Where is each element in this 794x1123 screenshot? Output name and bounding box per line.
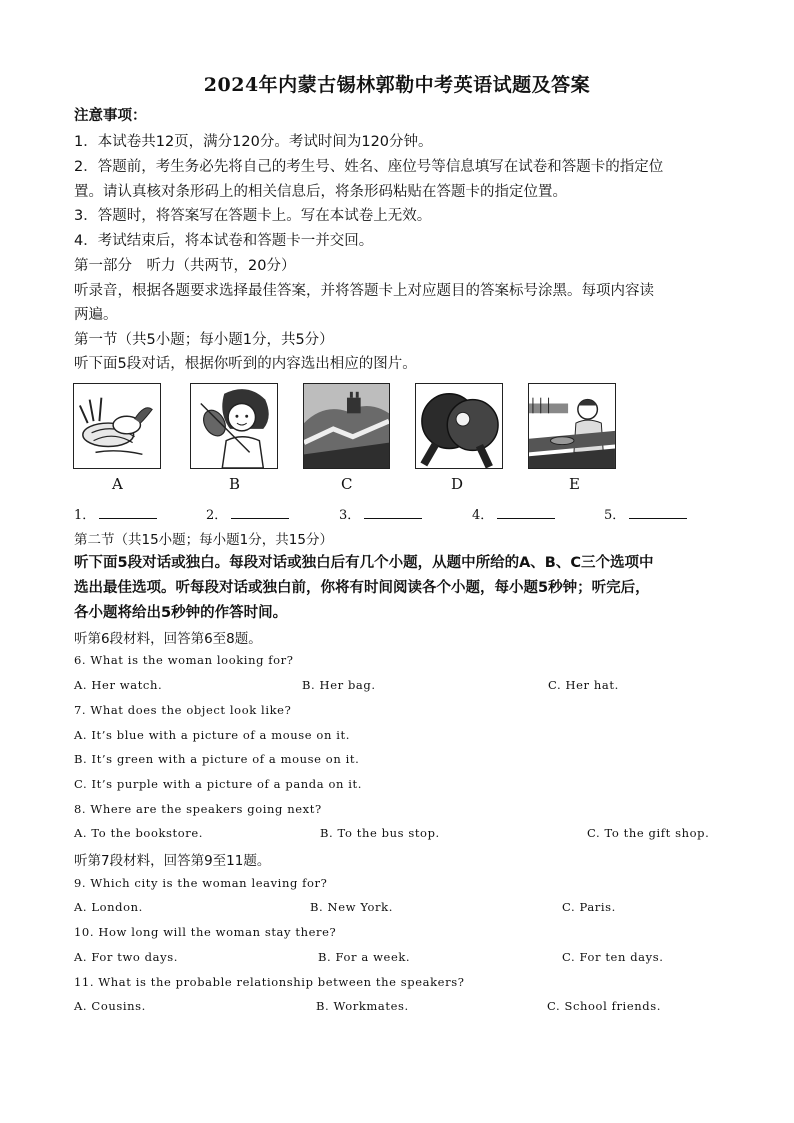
part1-heading: 第一部分 听力（共两节，20分） <box>74 258 296 274</box>
question-6-option-c[interactable]: C. Her hat. <box>548 678 619 692</box>
material-6-heading: 听第6段材料，回答第6至8题。 <box>74 631 262 647</box>
question-11-option-b[interactable]: B. Workmates. <box>316 999 409 1013</box>
question-8-option-a[interactable]: A. To the bookstore. <box>74 826 204 840</box>
note-3: 3．答题时，将答案写在答题卡上。写在本试卷上无效。 <box>74 208 432 224</box>
answer-blank-4[interactable] <box>472 504 555 523</box>
note-2-cont: 置。请认真核对条形码上的相关信息后，将条形码粘贴在答题卡的指定位置。 <box>74 184 567 200</box>
picture-a <box>73 383 161 469</box>
question-10-stem: 10. How long will the woman stay there? <box>74 925 337 939</box>
question-8-stem: 8. Where are the speakers going next? <box>74 802 322 816</box>
answer-blank-label: 4． <box>472 508 494 523</box>
section2-instruction-cont: 选出最佳选项。听每段对话或独白前，你将有时间阅读各个小题，每小题5秒钟；听完后， <box>74 580 650 596</box>
answer-blank-2[interactable] <box>206 504 289 523</box>
question-9-option-a[interactable]: A. London. <box>74 900 143 914</box>
picture-e <box>528 383 616 469</box>
picture-d-label: D <box>451 475 464 493</box>
question-6-stem: 6. What is the woman looking for? <box>74 653 294 667</box>
question-11-option-c[interactable]: C. School friends. <box>547 999 661 1013</box>
answer-line <box>629 507 687 519</box>
answer-blank-3[interactable] <box>339 504 422 523</box>
question-9-option-c[interactable]: C. Paris. <box>562 900 616 914</box>
question-10-option-a[interactable]: A. For two days. <box>74 950 178 964</box>
answer-blank-1[interactable] <box>74 504 157 523</box>
question-9-stem: 9. Which city is the woman leaving for? <box>74 876 328 890</box>
notes-heading: 注意事项： <box>74 108 147 124</box>
violin-girl-icon <box>191 384 277 468</box>
note-4: 4．考试结束后，将本试卷和答题卡一并交回。 <box>74 233 374 249</box>
ping-pong-icon <box>416 384 502 468</box>
picture-e-label: E <box>569 475 580 493</box>
picture-c <box>303 383 390 469</box>
picture-b <box>190 383 278 469</box>
section2-instruction: 听下面5段对话或独白。每段对话或独白后有几个小题，从题中所给的A、B、C三个选项中 <box>74 555 654 571</box>
picture-d <box>415 383 503 469</box>
part1-instruction: 听录音，根据各题要求选择最佳答案，并将答题卡上对应题目的答案标号涂黑。每项内容读 <box>74 283 654 299</box>
question-6-option-b[interactable]: B. Her bag. <box>302 678 376 692</box>
answer-line <box>99 507 157 519</box>
part1-instruction-cont: 两遍。 <box>74 307 118 323</box>
answer-blank-label: 1． <box>74 508 96 523</box>
answer-blank-label: 3． <box>339 508 361 523</box>
note-1: 1．本试卷共12页，满分120分。考试时间为120分钟。 <box>74 134 433 150</box>
page-title: 2024年内蒙古锡林郭勒中考英语试题及答案 <box>203 74 591 96</box>
answer-blank-5[interactable] <box>604 504 687 523</box>
question-7-stem: 7. What does the object look like? <box>74 703 292 717</box>
section2-heading: 第二节（共15小题；每小题1分，共15分） <box>74 532 333 548</box>
question-7-option-a[interactable]: A. It’s blue with a picture of a mouse on it. <box>74 728 350 742</box>
question-9-option-b[interactable]: B. New York. <box>310 900 393 914</box>
question-8-option-b[interactable]: B. To the bus stop. <box>320 826 440 840</box>
question-10-option-b[interactable]: B. For a week. <box>318 950 411 964</box>
section2-instruction-end: 各小题将给出5秒钟的作答时间。 <box>74 605 288 621</box>
answer-line <box>364 507 422 519</box>
question-7-option-b[interactable]: B. It’s green with a picture of a mouse on it. <box>74 752 360 766</box>
question-8-option-c[interactable]: C. To the gift shop. <box>587 826 710 840</box>
vegetables-icon <box>74 384 160 468</box>
section1-instruction: 听下面5段对话，根据你听到的内容选出相应的图片。 <box>74 356 417 372</box>
great-wall-icon <box>304 384 389 468</box>
answer-blank-label: 2． <box>206 508 228 523</box>
picture-a-label: A <box>112 475 123 493</box>
note-2: 2．答题前，考生务必先将自己的考生号、姓名、座位号等信息填写在试卷和答题卡的指定位 <box>74 159 664 175</box>
question-11-option-a[interactable]: A. Cousins. <box>74 999 146 1013</box>
answer-line <box>497 507 555 519</box>
section1-heading: 第一节（共5小题；每小题1分，共5分） <box>74 332 334 348</box>
question-11-stem: 11. What is the probable relationship between the speakers? <box>74 975 465 989</box>
boy-cooking-icon <box>529 384 615 468</box>
question-7-option-c[interactable]: C. It’s purple with a picture of a panda on it. <box>74 777 363 791</box>
question-6-option-a[interactable]: A. Her watch. <box>74 678 163 692</box>
answer-line <box>231 507 289 519</box>
picture-c-label: C <box>341 475 353 493</box>
question-10-option-c[interactable]: C. For ten days. <box>562 950 664 964</box>
answer-blank-label: 5． <box>604 508 626 523</box>
material-7-heading: 听第7段材料，回答第9至11题。 <box>74 853 271 869</box>
picture-b-label: B <box>229 475 241 493</box>
